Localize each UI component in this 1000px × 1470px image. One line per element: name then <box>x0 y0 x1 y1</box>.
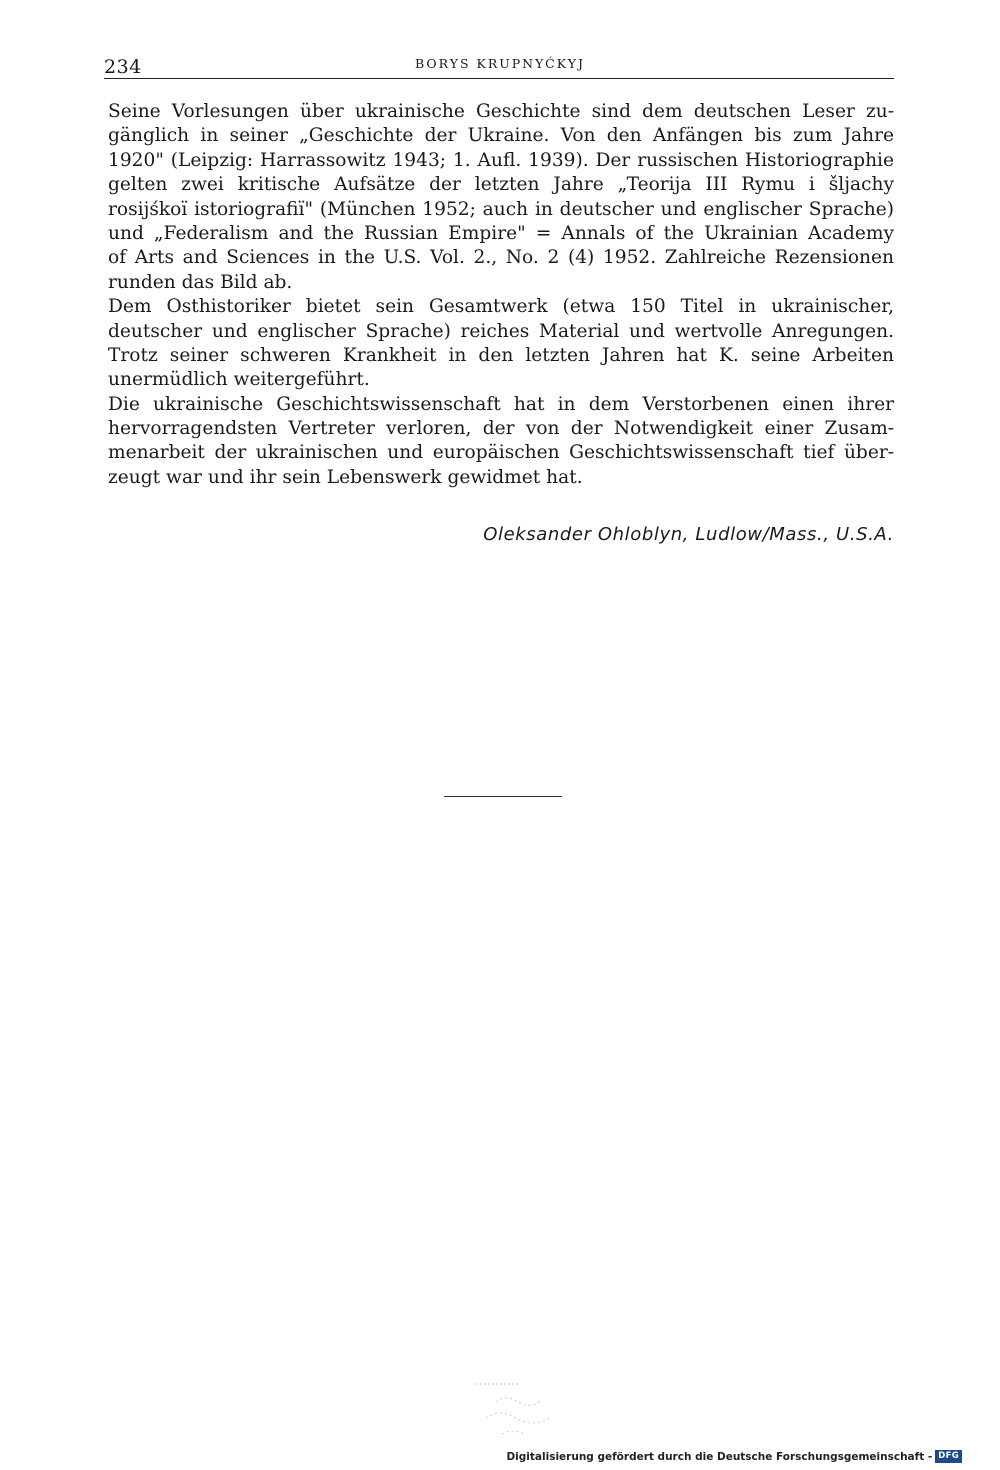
text-line: 1920" (Leipzig: Harrassowitz 1943; 1. Aufl. 1939). Der russischen Historiographie <box>108 149 894 171</box>
text-line: of Arts and Sciences in the U.S. Vol. 2., No. 2 (4) 1952. Zahlreiche Rezensionen <box>108 247 894 269</box>
text-line: rosijśkoï istoriografiï" (München 1952; auch in deutscher und englischer Sprache) <box>108 198 894 220</box>
dfg-logo: DFG <box>935 1450 962 1463</box>
footer-credit <box>506 1450 962 1463</box>
text-line: Seine Vorlesungen über ukrainische Geschichte sind dem deutschen Leser zu- <box>108 101 894 122</box>
text-line: menarbeit der ukrainischen und europäischen Geschichtswissenschaft tief über- <box>108 442 894 464</box>
page-number: 234 <box>104 56 142 78</box>
text-line: Dem Osthistoriker bietet sein Gesamtwerk (etwa 150 Titel in ukrainischer, <box>108 296 894 318</box>
header-rule <box>104 78 894 79</box>
faded-library-stamp <box>466 1380 586 1450</box>
text-line: und „Federalism and the Russian Empire" = Annals of the Ukrainian Academy <box>108 222 894 244</box>
text-line: zeugt war und ihr sein Lebenswerk gewidmet hat. <box>108 466 583 488</box>
text-line: gänglich in seiner „Geschichte der Ukraine. Von den Anfängen bis zum Jahre <box>108 125 894 147</box>
author-signature: Oleksander Ohloblyn, Ludlow/Mass., U.S.A. <box>483 524 894 545</box>
text-line: deutscher und englischer Sprache) reiches Material und wertvolle Anregungen. <box>108 320 894 342</box>
text-line: runden das Bild ab. <box>108 271 293 293</box>
end-rule <box>444 796 562 797</box>
article-body <box>108 100 894 490</box>
text-line: unermüdlich weitergeführt. <box>108 369 370 391</box>
running-head: BORYS KRUPNYĆKYJ <box>415 56 585 71</box>
text-line: gelten zwei kritische Aufsätze der letzten Jahre „Teorija III Rymu i šljachy <box>108 174 894 196</box>
text-line: Trotz seiner schweren Krankheit in den letzten Jahren hat K. seine Arbeiten <box>108 344 894 366</box>
text-line: hervorragendsten Vertreter verloren, der von der Notwendigkeit einer Zusam- <box>108 418 894 440</box>
footer-credit-text: Digitalisierung gefördert durch die Deutsche Forschungsgemeinschaft - <box>506 1450 933 1463</box>
text-line: Die ukrainische Geschichtswissenschaft hat in dem Verstorbenen einen ihrer <box>108 393 894 415</box>
